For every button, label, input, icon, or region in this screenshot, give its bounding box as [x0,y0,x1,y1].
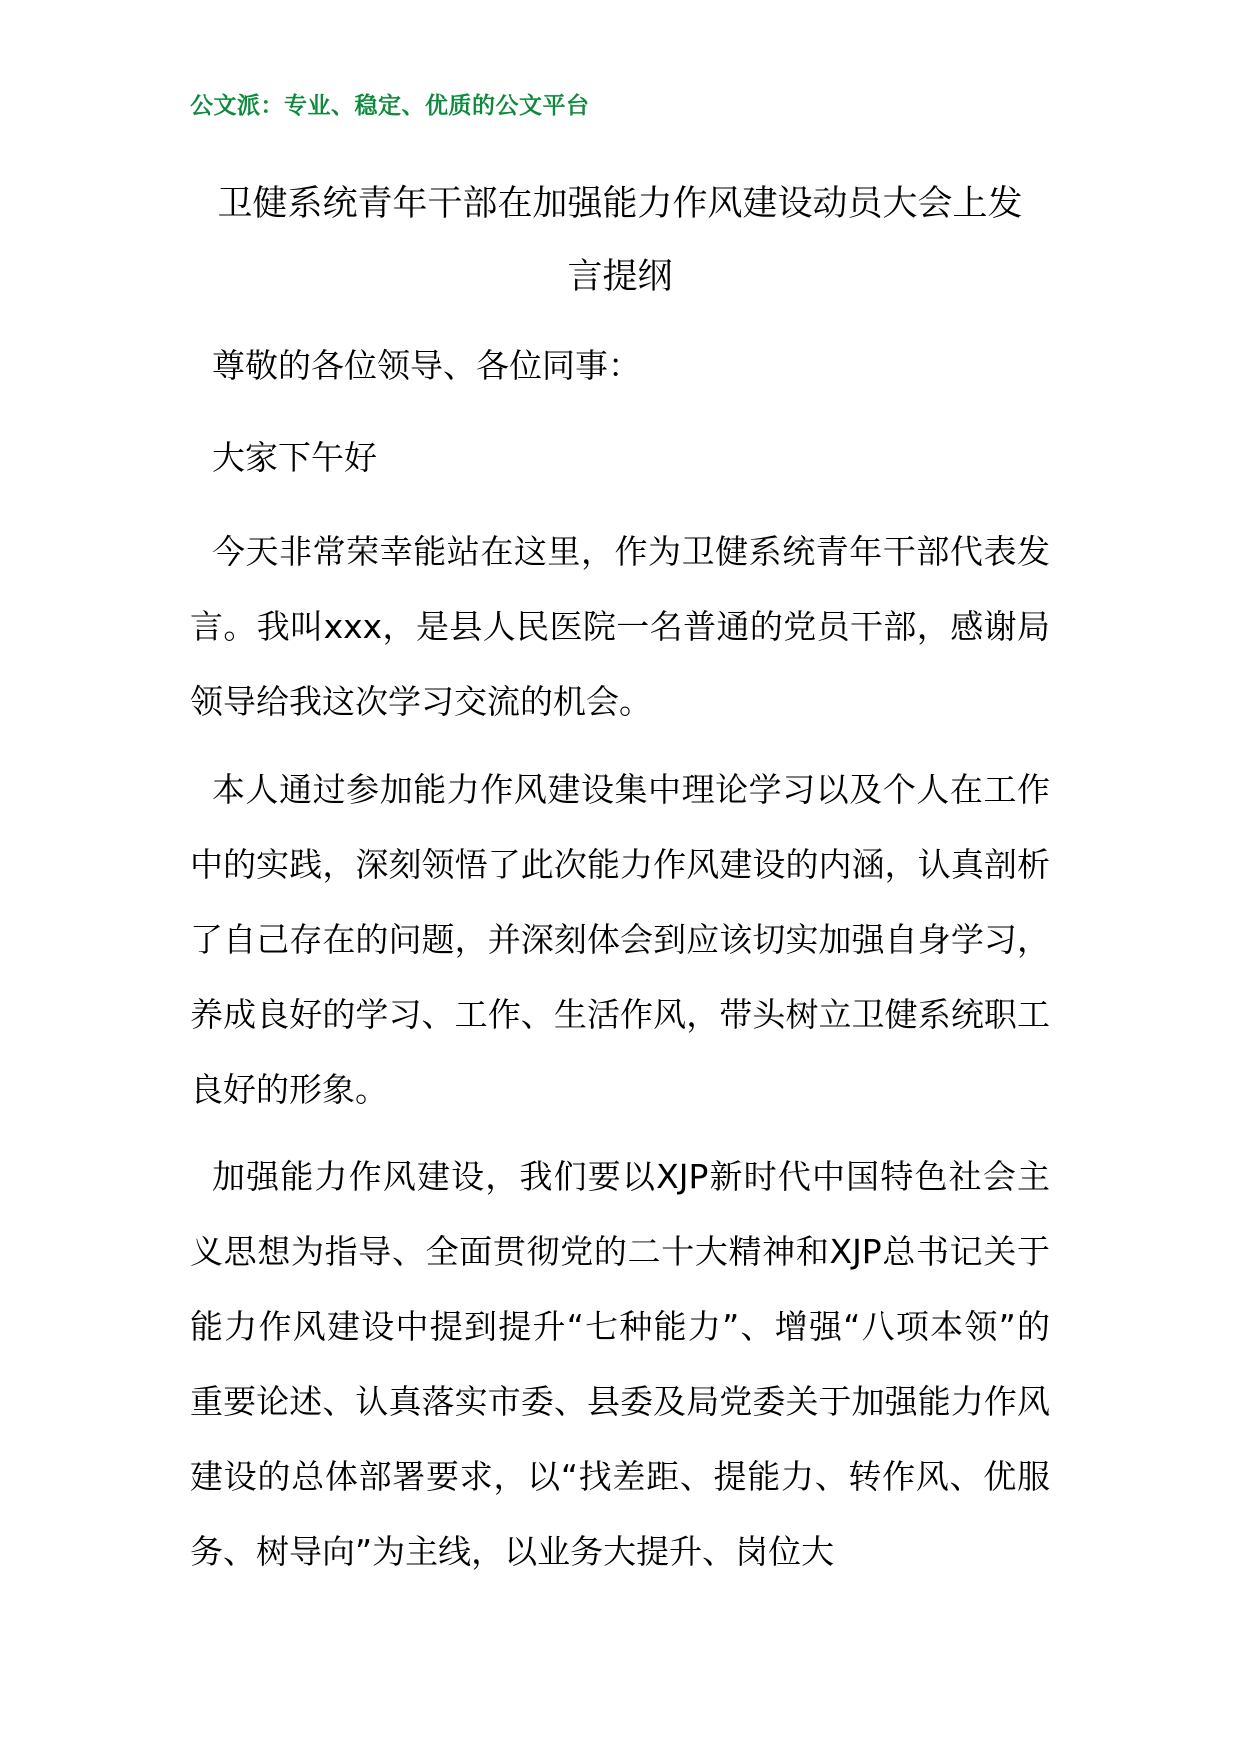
salutation: 尊敬的各位领导、各位同事： [212,346,641,385]
paragraph-reflection: 本人通过参加能力作风建设集中理论学习以及个人在工作中的实践，深刻领悟了此次能力作风建设的内涵，认真剖析了自己存在的问题，并深刻体会到应该切实加强自身学习，养成良好的学习、工作、生活作风，带头树立卫健系统职工良好的形象。 [190,770,1050,1109]
site-header: 公文派：专业、稳定、优质的公文平台 [190,92,590,119]
title-line-1: 卫健系统青年干部在加强能力作风建设动员大会上发 [217,184,1023,224]
document-title [190,168,1050,314]
paragraph-guidance: 加强能力作风建设，我们要以XJP新时代中国特色社会主义思想为指导、全面贯彻党的二十大精神和XJP总书记关于能力作风建设中提到提升“七种能力”、增强“八项本领”的重要论述、认真落实市委、县委及局党委关于加强能力作风建设的总体部署要求，以“找差距、提能力、转作风、优服务、树导向”为主线，以业务大提升、岗位大 [190,1157,1050,1571]
paragraph-intro: 今天非常荣幸能站在这里，作为卫健系统青年干部代表发言。我叫xxx，是县人民医院一名普通的党员干部，感谢局领导给我这次学习交流的机会。 [190,532,1050,721]
title-line-2: 言提纲 [567,257,673,297]
greeting: 大家下午好 [212,438,377,477]
